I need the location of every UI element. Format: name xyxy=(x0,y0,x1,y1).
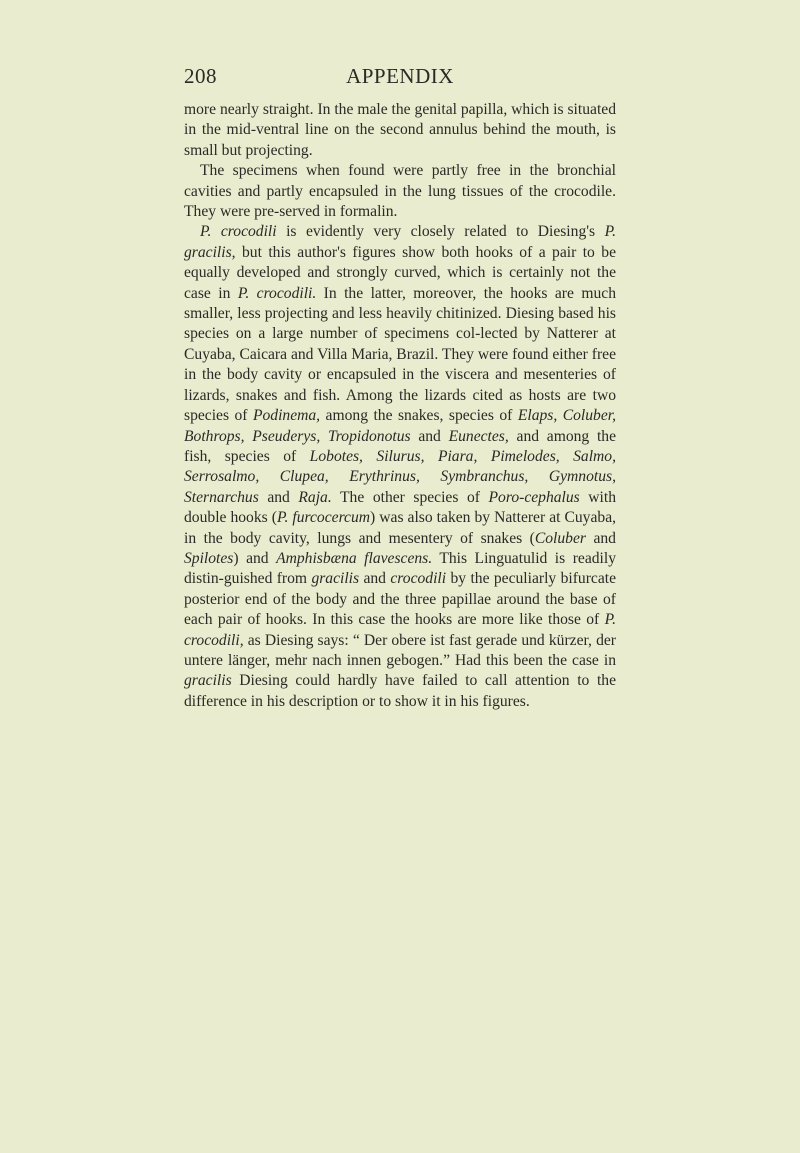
text-run: ) was also taken by Natterer at Cuyaba, in the body cavity, lungs and mesentery of snakes ( xyxy=(184,509,617,547)
italic-run: Podinema, xyxy=(252,407,321,425)
text-run: The specimens when found were partly free in the bronchial cavities and partly encapsuled in the lung tissues of the crocodile. They were pre-served in formalin. xyxy=(184,162,616,221)
text-run: and xyxy=(258,488,299,506)
text-run: and among the fish, species of xyxy=(184,427,617,465)
running-head xyxy=(184,64,616,94)
text-run: by the peculiarly bifurcate posterior end of the body and the three papillae around the base of each pair of hooks. In this case the hooks are more like those of xyxy=(184,570,616,629)
italic-run: P. furcocercum xyxy=(276,509,371,527)
section-title: APPENDIX xyxy=(346,64,454,88)
italic-run: Raja. xyxy=(298,488,332,506)
italic-run: Amphisbæna flavescens. xyxy=(276,549,433,567)
italic-run: Elaps, Coluber, Bothrops, Pseuderys, Tropidonotus xyxy=(184,407,617,445)
italic-run: P. crocodili, xyxy=(184,611,616,649)
text-run: is evidently very closely related to Diesing's xyxy=(276,223,605,241)
italic-run: P. crocodili xyxy=(200,223,277,241)
text-run: and xyxy=(585,529,616,547)
paragraph-p2 xyxy=(184,161,616,222)
italic-run: Eunectes, xyxy=(448,427,509,445)
italic-run: crocodili xyxy=(390,570,447,588)
text-run: and xyxy=(359,570,391,588)
italic-run: Coluber xyxy=(534,529,586,547)
paragraph-p1 xyxy=(184,100,616,161)
text-run: and xyxy=(410,427,449,445)
text-run: as Diesing says: “ Der obere ist fast gerade und kürzer, der untere länger, mehr nach innen gebogen.” Had this been the case in xyxy=(184,631,616,669)
text-run: but this author's figures show both hooks of a pair to be equally developed and strongly curved, which is certainly not the case in xyxy=(184,243,616,302)
text-run: The other species of xyxy=(331,488,489,506)
text-run: Diesing could hardly have failed to call attention to the difference in his description or to show it in his figures. xyxy=(184,672,616,710)
text-run: This Linguatulid is readily distin-guished from xyxy=(184,549,616,588)
text-run: more nearly straight. In the male the genital papilla, which is situated in the mid-ventral line on the second annulus behind the mouth, is small but projecting. xyxy=(184,101,616,159)
italic-run: Poro-cephalus xyxy=(488,488,580,506)
italic-run: P. gracilis, xyxy=(184,223,617,261)
text-run: with double hooks ( xyxy=(184,488,617,527)
italic-run: gracilis xyxy=(184,672,232,690)
italic-run: gracilis xyxy=(311,570,360,588)
body-text xyxy=(184,100,616,712)
paragraph-p3 xyxy=(184,222,616,712)
text-run: ) and xyxy=(233,549,277,567)
page-number: 208 xyxy=(184,64,217,88)
text-run: In the latter, moreover, the hooks are much smaller, less projecting and less heavily chitinized. Diesing based his species on a large number of specimens col-lected by Natterer at Cuyaba, Caicara and Villa Maria, Brazil. They were found either free in the body cavity or encapsuled in the viscera and mesenteries of lizards, snakes and fish. Among the lizards cited as hosts are two species of xyxy=(184,284,616,425)
italic-run: P. crocodili. xyxy=(237,284,317,302)
text-run: among the snakes, species of xyxy=(320,407,518,425)
italic-run: Spilotes xyxy=(184,549,234,567)
italic-run: Lobotes, Silurus, Piara, Pimelodes, Salmo, Serrosalmo, Clupea, Erythrinus, Symbranchus, Gymnotus, Sternarchus xyxy=(184,447,617,506)
